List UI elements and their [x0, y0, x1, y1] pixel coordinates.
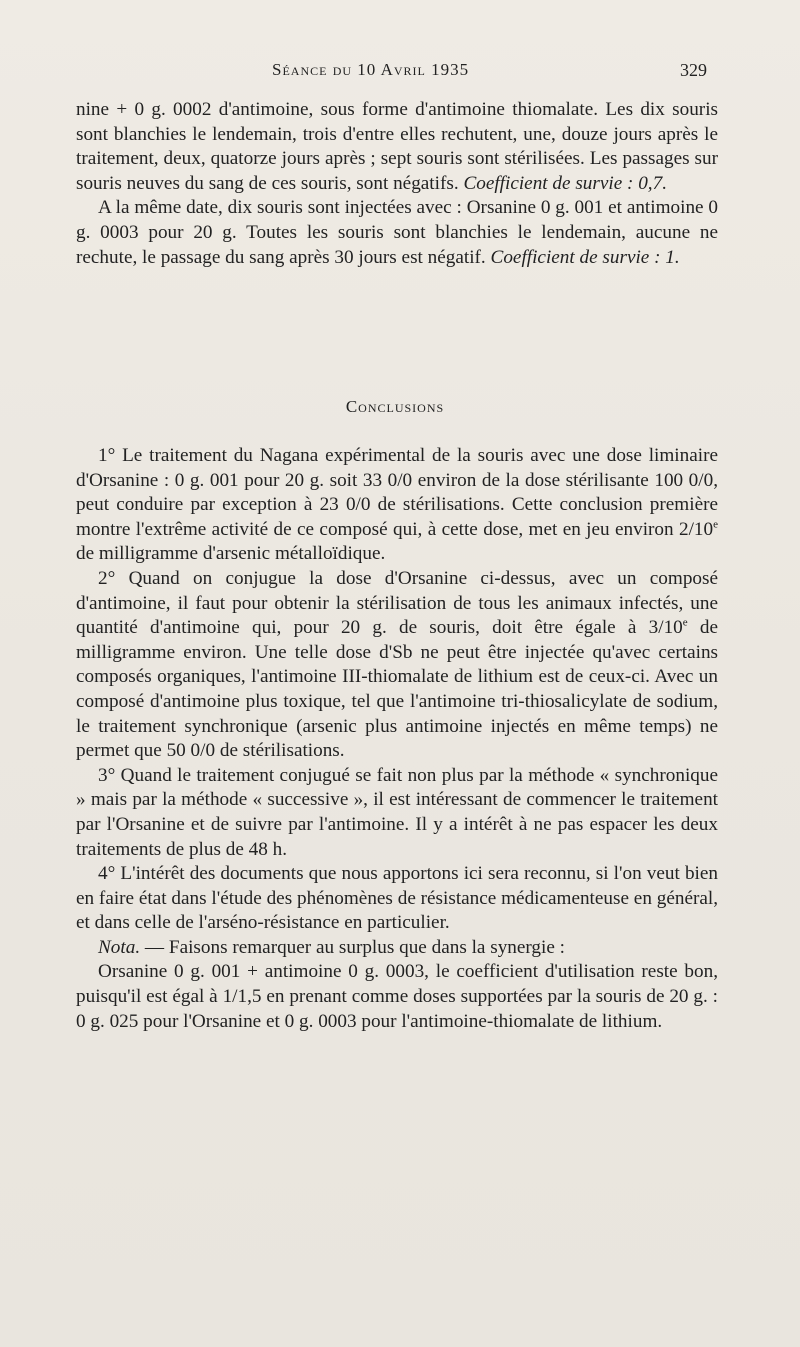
- nota-text: — Faisons remarquer au surplus que dans la synergie :: [140, 936, 566, 958]
- conclusion-text: de milligramme d'arsenic métalloïdique.: [76, 543, 386, 565]
- running-head: [0, 56, 800, 86]
- page-number: 329: [680, 60, 707, 80]
- survival-coefficient: Coefficient de survie : 1.: [490, 246, 680, 268]
- superscript: e: [713, 518, 718, 531]
- running-title: Séance du 10 Avril 1935: [272, 60, 470, 79]
- conclusion-1: [76, 444, 718, 567]
- section-heading-text: Conclusions: [345, 397, 445, 416]
- conclusion-2: [76, 567, 718, 764]
- nota: [76, 936, 718, 961]
- survival-coefficient: Coefficient de survie : 0,7.: [463, 172, 667, 194]
- superscript: e: [682, 616, 688, 629]
- conclusion-text: de milligramme environ. Une telle dose d'Sb ne peut être injectée qu'avec certains composés organiques, l'antimoine III-thiomalate de lithium est de ceux-ci. Avec un composé d'antimoine plus toxique, tel que l'antimoine tri-thiosalicylate de sodium, le traitement synchronique (arsenic plus antimoine injectés en même temps) ne permet que 50 0/0 de stérilisations.: [76, 617, 718, 762]
- conclusion-text: 1° Le traitement du Nagana expérimental de la souris avec une dose liminaire d'Orsanine : 0 g. 001 pour 20 g. soit 33 0/0 environ de la dose stérilisante 100 0/0, peut conduire par exception à 23 0/0 de stérilisations. Cette conclusion première montre l'extrême activité de ce composé qui, à cette dose, met en jeu environ 2/10: [76, 445, 718, 540]
- conclusion-3: 3° Quand le traitement conjugué se fait non plus par la méthode « synchronique » mais par la méthode « successive », il est intéressant de commencer le traitement par l'Orsanine et de suivre par l'antimoine. Il y a intérêt à ne pas espacer les deux traitements de plus de 48 h.: [76, 764, 718, 860]
- section-heading: [0, 397, 800, 417]
- paragraph-continuation: [76, 98, 718, 196]
- paragraph: [76, 196, 718, 270]
- nota-label: Nota.: [98, 936, 141, 958]
- body-text-top: [76, 98, 718, 270]
- paragraph-text: A la même date, dix souris sont injectées avec : Orsanine 0 g. 001 et antimoine 0 g. 0003 pour 20 g. Toutes les souris sont blanchies le lendemain, aucune ne rechute, le passage du sang après 30 jours est négatif.: [76, 197, 718, 268]
- conclusion-4: 4° L'intérêt des documents que nous apportons ici sera reconnu, si l'on veut bien en faire état dans l'étude des phénomènes de résistance médicamenteuse en général, et dans celle de l'arséno-résistance en particulier.: [76, 863, 718, 934]
- conclusions-text: [76, 444, 718, 1034]
- final-paragraph: Orsanine 0 g. 001 + antimoine 0 g. 0003, le coefficient d'utilisation reste bon, puisqu'il est égal à 1/1,5 en prenant comme doses supportées par la souris de 20 g. : 0 g. 025 pour l'Orsanine et 0 g. 0003 pour l'antimoine-thiomalate de lithium.: [76, 961, 718, 1032]
- paragraph-text: nine + 0 g. 0002 d'antimoine, sous forme d'antimoine thiomalate. Les dix souris sont blanchies le lendemain, trois d'entre elles rechutent, une, douze jours après le traitement, deux, quatorze jours après ; sept souris sont stérilisées. Les passages sur souris neuves du sang de ces souris, sont négatifs.: [76, 99, 718, 194]
- conclusion-text: 2° Quand on conjugue la dose d'Orsanine ci-dessus, avec un composé d'antimoine, il faut pour obtenir la stérilisation de tous les animaux infectés, une quantité d'antimoine qui, pour 20 g. de souris, doit être égale à 3/10: [76, 567, 718, 639]
